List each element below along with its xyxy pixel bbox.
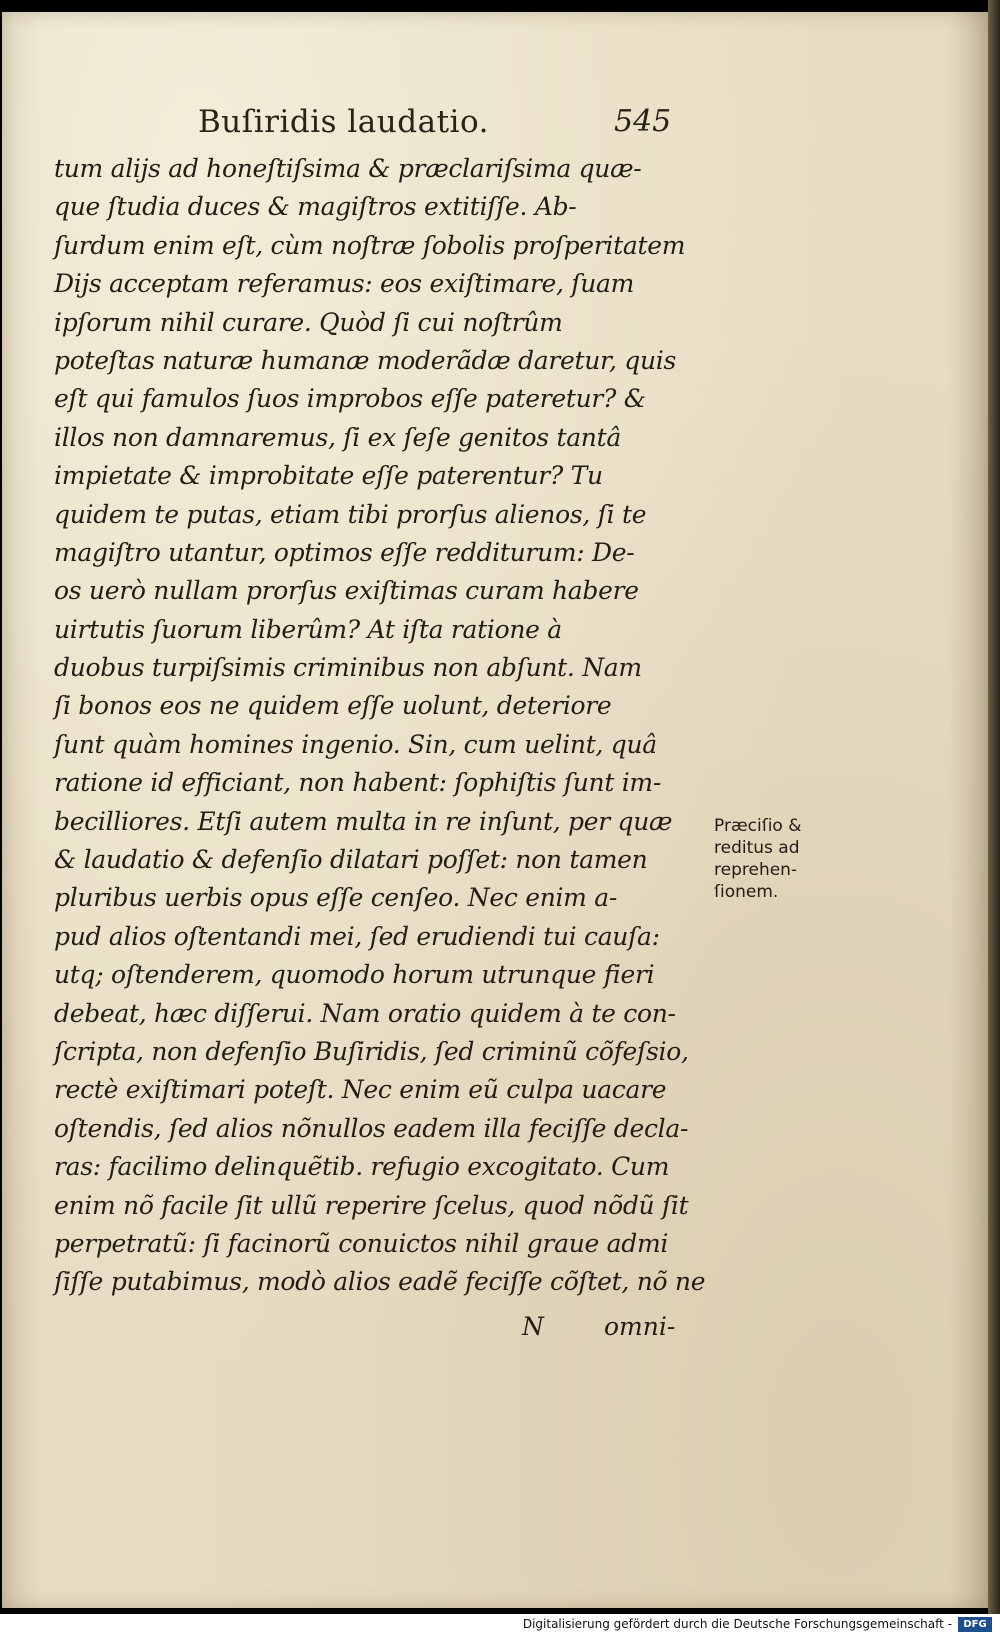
text-line: duobus turpiſsimis criminibus non abſunt. Nam [54,653,642,683]
text-line: uirtutis ſuorum liberûm? At iſta ratione à [54,614,562,644]
text-line: tum alijs ad honeſtiſsima & præclariſsima quæ- [54,154,642,183]
text-line: pluribus uerbis opus eſſe cenſeo. Nec enim a- [54,883,617,913]
text-line: ſurdum enim eſt, cùm noſtræ ſobolis proſperitatem [54,230,686,260]
text-line: Dijs acceptam referamus: eos exiſtimare, ſuam [54,269,635,299]
body-text [54,150,714,1302]
text-line: ſcripta, non defenſio Buſiridis, ſed criminũ cõfeſsio, [54,1036,689,1066]
text-line: quidem te putas, etiam tibi prorſus alienos, ſi te [54,499,647,529]
marginal-note [714,815,844,903]
page-header [2,104,988,154]
text-line: impietate & improbitate eſſe paterentur? Tu [54,461,603,491]
text-line: ipſorum nihil curare. Quòd ſi cui noſtrûm [54,307,563,337]
book-page [2,12,988,1608]
text-line: que ſtudia duces & magiſtros extitiſſe. Ab- [54,192,577,222]
text-line: pud alios oſtentandi mei, ſed erudiendi tui cauſa: [54,921,660,951]
marginal-note-line: Præciſio & [714,816,802,836]
digitization-footer [0,1614,1000,1636]
marginal-note-line: ſionem. [714,882,779,902]
catchword-line [522,1312,722,1346]
text-line: oſtendis, ſed alios nõnullos eadem illa feciſſe decla- [54,1113,689,1143]
text-line: eſt qui famulos ſuos improbos eſſe pateretur? & [54,384,646,414]
running-title: Buſiridis laudatio. [198,104,489,140]
text-line: rectè exiſtimari poteſt. Nec enim eũ culpa uacare [54,1075,667,1105]
book-edge [988,0,1000,1636]
text-line: ratione id efficiant, non habent: ſophiſtis ſunt im- [54,768,661,798]
text-line: os uerò nullam prorſus exiſtimas curam habere [54,576,639,606]
text-line: ſi bonos eos ne quidem eſſe uolunt, deteriore [54,691,612,721]
page-number: 545 [614,104,672,139]
marginal-note-line: reditus ad [714,838,800,858]
text-line: debeat, hæc diſſerui. Nam oratio quidem à te con- [54,998,676,1028]
text-line: & laudatio & defenſio dilatari poſſet: non tamen [54,845,648,875]
text-line: illos non damnaremus, ſi ex ſeſe genitos tantâ [54,422,621,452]
text-line: enim nõ facile ſit ullũ reperire ſcelus, quod nõdũ ſit [54,1190,689,1220]
catchword: omni- [604,1312,676,1341]
marginal-note-line: reprehen- [714,860,798,880]
dfg-logo-icon: DFG [958,1617,992,1632]
text-line: magiſtro utantur, optimos eſſe redditurum: De- [54,537,635,567]
signature-mark: N [522,1312,544,1341]
text-line: ſunt quàm homines ingenio. Sin, cum uelint, quâ [54,729,657,759]
text-line: ſiſſe putabimus, modò alios eadẽ feciſſe cõſtet, nõ ne [54,1267,706,1297]
text-line: ras: facilimo delinquẽtib. refugio excogitato. Cum [54,1152,670,1182]
text-line: becilliores. Etſi autem multa in re inſunt, per quæ [54,806,673,836]
text-line: utq; oſtenderem, quomodo horum utrunque fieri [54,960,655,990]
footer-credit: Digitalisierung gefördert durch die Deutsche Forschungsgemeinschaft - [522,1617,952,1631]
text-line: poteſtas naturæ humanæ moderãdæ daretur, quis [54,345,676,375]
text-line: perpetratũ: ſi facinorũ conuictos nihil graue admi [54,1228,669,1258]
